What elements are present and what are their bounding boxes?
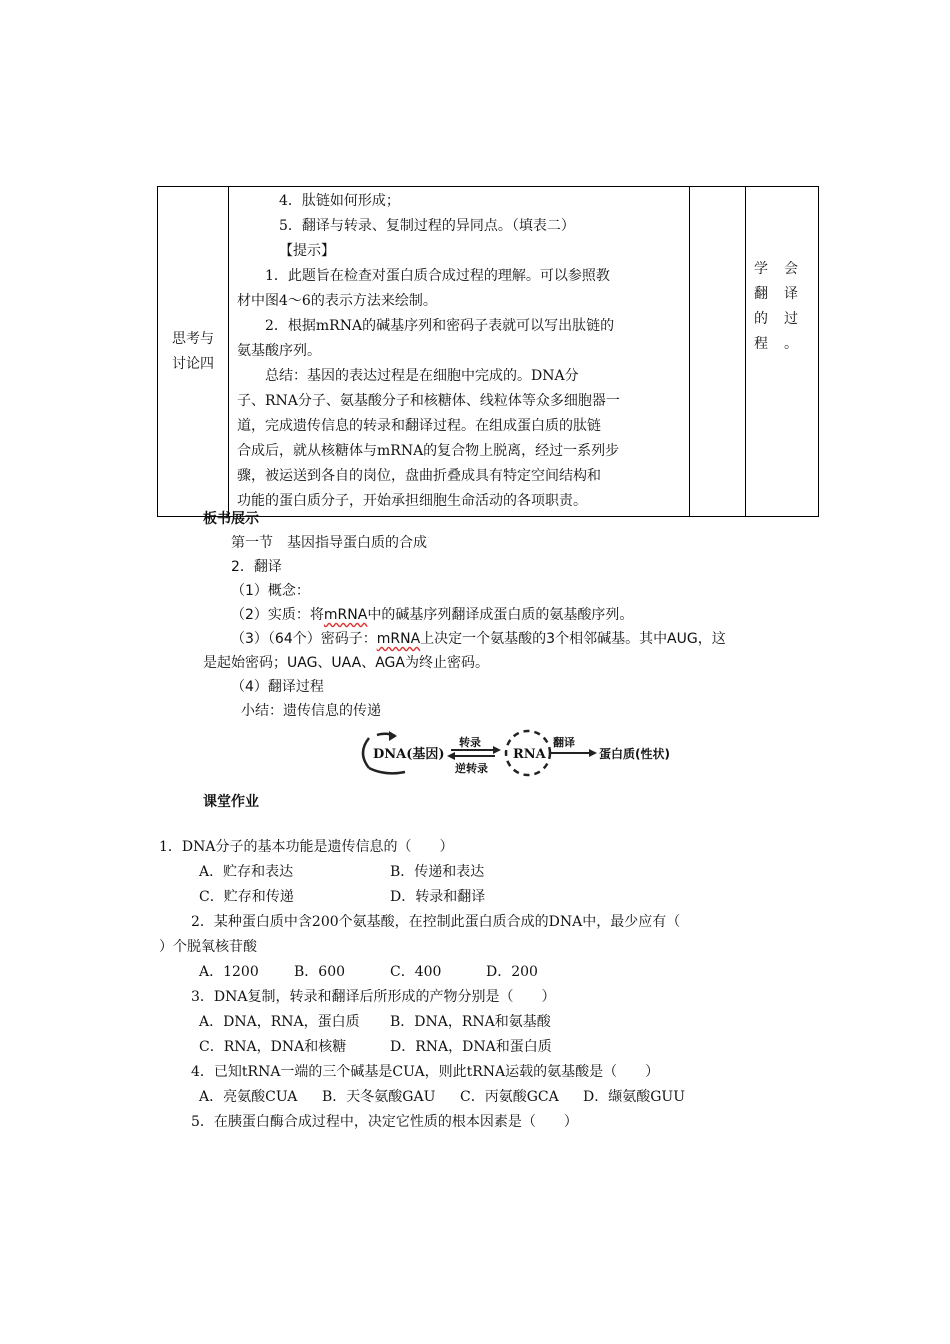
question-5: 5．在胰蛋白酶合成过程中，决定它性质的根本因素是（ ） [191, 1114, 578, 1130]
codon-post: 上决定一个氨基酸的3个相邻碱基。其中AUG，这 [420, 631, 726, 647]
q2-option-c: C．400 [390, 964, 442, 980]
question-1: 1．DNA分子的基本功能是遗传信息的（ ） [159, 839, 454, 855]
content-line: 【提示】 [279, 243, 335, 259]
content-line: 5．翻译与转录、复制过程的异同点。（填表二） [279, 218, 575, 234]
genetic-flow-diagram [355, 728, 685, 778]
q4-option-a: A．亮氨酸CUA [199, 1089, 298, 1105]
question-2-cont: ）个脱氧核苷酸 [159, 939, 257, 955]
question-3: 3．DNA复制，转录和翻译后所形成的产物分别是（ ） [191, 989, 556, 1005]
content-line: 总结：基因的表达过程是在细胞中完成的。DNA分 [265, 368, 579, 384]
codon-mrna: mRNA [376, 631, 421, 647]
q3-option-b: B．DNA，RNA和氨基酸 [390, 1014, 551, 1030]
content-line: 氨基酸序列。 [237, 343, 321, 359]
content-line: 材中图4～6的表示方法来绘制。 [237, 293, 437, 309]
table-note-cell [746, 187, 819, 517]
content-line: 2．根据mRNA的碱基序列和密码子表就可以写出肽链的 [265, 318, 615, 334]
board-heading: 板书展示 [203, 511, 259, 527]
content-line: 功能的蛋白质分子，开始承担细胞生命活动的各项职责。 [237, 493, 587, 509]
question-4: 4．已知tRNA一端的三个碱基是CUA，则此tRNA运载的氨基酸是（ ） [191, 1064, 660, 1080]
q1-option-a: A．贮存和表达 [199, 864, 294, 880]
q1-option-b: B．传递和表达 [390, 864, 485, 880]
note-line: 的过 [754, 311, 814, 327]
board-codon [231, 627, 726, 652]
q1-option-d: D．转录和翻译 [390, 889, 486, 905]
table-content-cell [229, 187, 690, 517]
lesson-table [157, 186, 819, 517]
q2-option-a: A．1200 [199, 964, 259, 980]
note-line: 翻译 [754, 286, 814, 302]
q4-option-c: C．丙氨酸GCA [460, 1089, 559, 1105]
content-line: 子、RNA分子、氨基酸分子和核糖体、线粒体等众多细胞器一 [237, 393, 620, 409]
q3-option-a: A．DNA，RNA，蛋白质 [199, 1014, 360, 1030]
board-summary: 小结：遗传信息的传递 [241, 703, 381, 719]
dna-cycle-arc-bottom [369, 768, 405, 773]
dna-cycle-arrow-icon [389, 731, 397, 741]
q2-option-b: B．600 [294, 964, 346, 980]
board-section-title: 第一节 基因指导蛋白质的合成 [231, 535, 427, 551]
board-codon-line2: 是起始密码；UAG、UAA、AGA为终止密码。 [203, 655, 489, 671]
essence-post: 中的碱基序列翻译成蛋白质的氨基酸序列。 [367, 607, 634, 623]
board-essence [231, 603, 633, 628]
note-line: 学会 [754, 261, 814, 277]
dna-cycle-arc-left [363, 738, 369, 768]
content-line: 合成后，就从核糖体与mRNA的复合物上脱离，经过一系列步 [237, 443, 620, 459]
table-empty-cell [690, 187, 746, 517]
translation-arrow-icon [589, 749, 597, 757]
question-2: 2．某种蛋白质中含200个氨基酸，在控制此蛋白质合成的DNA中，最少应有（ [191, 914, 681, 930]
left-label-line2: 讨论四 [172, 355, 214, 372]
codon-pre: （3）（64个）密码子： [231, 631, 377, 647]
transcription-label: 转录 [459, 736, 481, 749]
board-concept: （1）概念： [231, 583, 310, 599]
content-line: 1．此题旨在检查对蛋白质合成过程的理解。可以参照教 [265, 268, 610, 284]
q2-option-d: D．200 [486, 964, 538, 980]
essence-mrna: mRNA [323, 607, 368, 623]
homework-heading: 课堂作业 [203, 794, 259, 810]
content-line: 道，完成遗传信息的转录和翻译过程。在组成蛋白质的肽链 [237, 418, 601, 434]
content-line: 骤，被运送到各自的岗位，盘曲折叠成具有特定空间结构和 [237, 468, 601, 484]
board-item-translation: 2．翻译 [231, 559, 282, 575]
protein-label: 蛋白质(性状) [599, 747, 670, 761]
table-left-label [158, 187, 229, 517]
q4-option-d: D．缬氨酸GUU [583, 1089, 686, 1105]
rna-label: RNA [513, 747, 546, 762]
content-line: 4．肽链如何形成； [279, 193, 400, 209]
note-line: 程。 [754, 336, 814, 352]
q1-option-c: C．贮存和传递 [199, 889, 294, 905]
transcription-arrow-icon [493, 746, 501, 754]
reverse-arrow-icon [447, 752, 455, 760]
left-label-line1: 思考与 [172, 330, 214, 347]
essence-pre: （2）实质：将 [231, 607, 324, 623]
dna-label: DNA(基因) [373, 747, 445, 762]
q3-option-d: D．RNA，DNA和蛋白质 [390, 1039, 552, 1055]
q4-option-b: B．天冬氨酸GAU [322, 1089, 436, 1105]
reverse-transcription-label: 逆转录 [455, 762, 488, 775]
board-process: （4）翻译过程 [231, 679, 324, 695]
translation-label: 翻译 [553, 736, 575, 749]
q3-option-c: C．RNA，DNA和核糖 [199, 1039, 347, 1055]
